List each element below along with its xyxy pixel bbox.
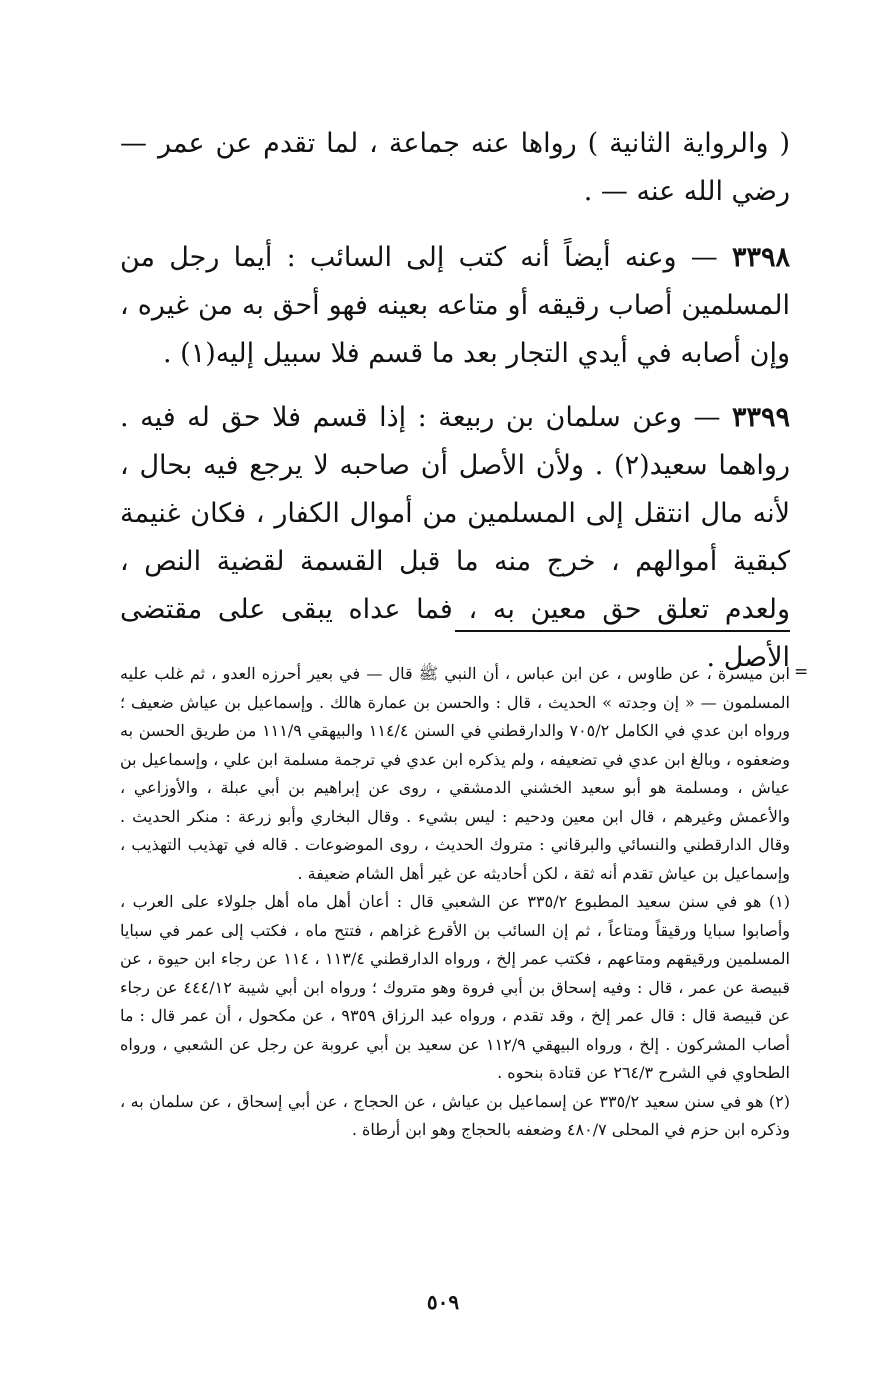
footnote-marker: (٢) <box>768 1091 791 1111</box>
footnotes <box>120 660 790 1145</box>
footnote-text: هو في سنن سعيد المطبوع ٣٣٥/٢ عن الشعبي قال : أعان أهل ماه أهل جلولاء على العرب ، وأصابوا سبايا ورقيقاً ومتاعاً ، ثم إن السائب بن الأقرع غزاهم ، فتتح ماه ، فكتب إلى عمر في سبايا المسلمين ورقيقهم ومتاعهم ، فكتب عمر إلخ ، ورواه الدارقطني ١١٣/٤ ، ١١٤ عن رجاء ابن حيوة ، عن قبيصة عن عمر ، قال : وفيه إسحاق بن أبي فروة وهو متروك ؛ ورواه ابن أبي شيبة ٤٤٤/١٢ عن رجاء عن قبيصة قال : قال عمر إلخ ، وقد تقدم ، ورواه عبد الرزاق ٩٣٥٩ ، عن مكحول ، أن عمر قال : ما أصاب المشركون . إلخ ، ورواه البيهقي ١١٢/٩ عن سعيد بن أبي عروبة عن رجل عن الشعبي ، ورواه الطحاوي في الشرح ٢٦٤/٣ عن قتادة بنحوه . <box>120 892 791 1082</box>
page-number: ٥٠٩ <box>426 1290 460 1314</box>
footnote-divider <box>455 630 790 632</box>
hadith-entry-3399 <box>120 394 790 682</box>
footnote-marker: (١) <box>768 892 790 911</box>
hadith-text: — وعنه أيضاً أنه كتب إلى السائب : أيما رجل من المسلمين أصاب رقيقه أو متاعه بعينه فهو أحق به من غيره ، وإن أصابه في أيدي التجار بعد ما قسم فلا سبيل إليه(١) . <box>120 242 790 369</box>
main-text <box>120 120 790 698</box>
footnote-text: هو في سنن سعيد ٣٣٥/٢ عن إسماعيل بن عياش ، عن الحجاج ، عن أبي إسحاق ، عن سلمان به ، وذكره ابن حزم في المحلى ٤٨٠/٧ وضعفه بالحجاج وهو ابن أرطاة . <box>120 1091 790 1139</box>
narration-paragraph: ( والرواية الثانية ) رواها عنه جماعة ، لما تقدم عن عمر — رضي الله عنه — . <box>120 128 790 207</box>
footnote-continuation: ابن ميسرة ، عن طاوس ، عن ابن عباس ، أن النبي ﷺ قال — في بعير أحرزه العدو ، ثم غلب عليه المسلمون — « إن وجدته » الحديث ، قال : والحسن بن عمارة هالك . وإسماعيل بن عياش ضعيف ؛ ورواه ابن عدي في الكامل ٧٠٥/٢ والدارقطني في السنن ١١٤/٤ والبيهقي ١١١/٩ من طريق الحسن به وضعفوه ، وبالغ ابن عدي في تضعيفه ، ولم يذكره ابن عدي في ترجمة مسلمة ابن علي ، وإسماعيل بن عياش ، ومسلمة هو أبو سعيد الخشني الدمشقي ، روى عن إبراهيم بن أبي عبلة ، والأوزاعي ، والأعمش وغيرهم ، قال ابن معين ودحيم : ليس بشيء . وقال البخاري وأبو زرعة : منكر الحديث . وقال الدارقطني والنسائي والبرقاني : متروك الحديث ، روى الموضوعات . قاله في تهذيب التهذيب ، وإسماعيل بن عياش تقدم أنه ثقة ، لكن أحاديثه عن غير أهل الشام ضعيفة . <box>120 664 791 883</box>
footnote-1 <box>120 888 790 1088</box>
hadith-number: ٣٣٩٩ <box>731 402 790 433</box>
hadith-entry-3398 <box>120 234 790 378</box>
footnote-2 <box>120 1088 790 1145</box>
hadith-text: — وعن سلمان بن ربيعة : إذا قسم فلا حق له فيه . رواهما سعيد(٢) . ولأن الأصل أن صاحبه لا يرجع فيه بحال ، لأنه مال انتقل إلى المسلمين من أموال الكفار ، فكان غنيمة كبقية أموالهم ، خرج منه ما قبل القسمة لقضية النص ، ولعدم تعلق حق معين به ، فما عداه يبقى على مقتضى الأصل . <box>120 402 790 673</box>
hadith-number: ٣٣٩٨ <box>731 242 790 273</box>
continuation-mark: = <box>794 662 809 682</box>
